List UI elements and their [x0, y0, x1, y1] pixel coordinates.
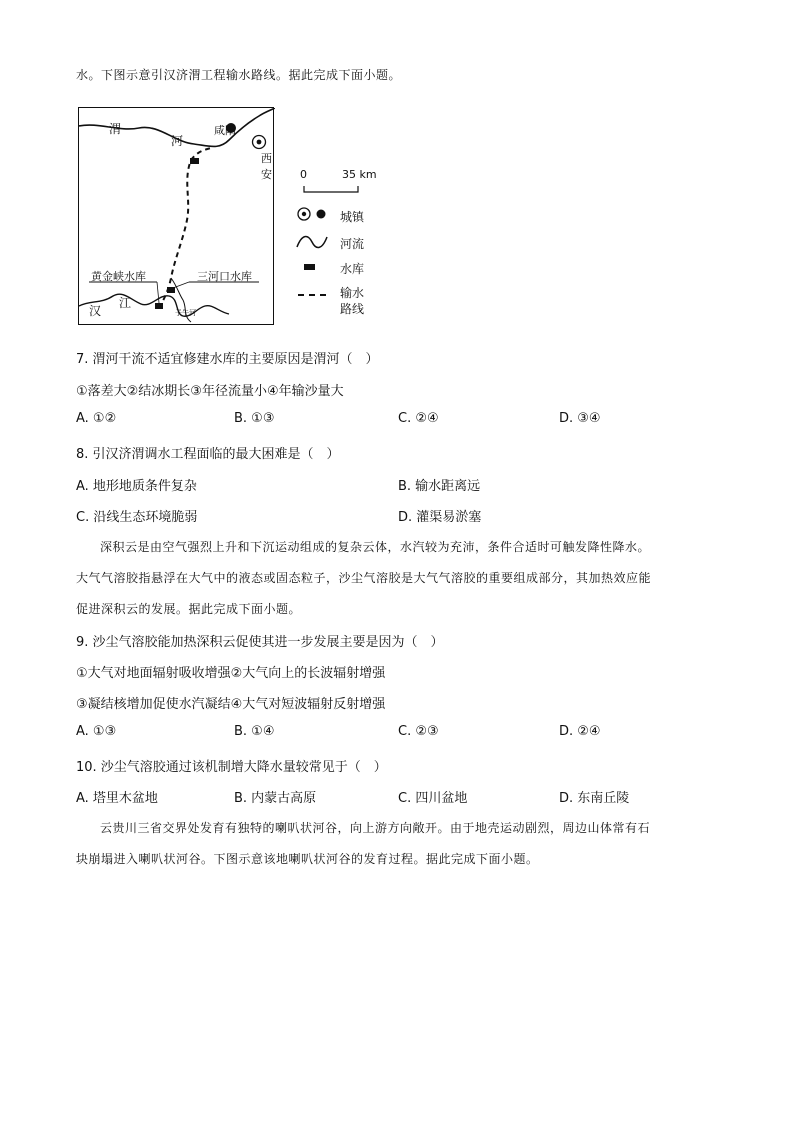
town-symbol-city — [317, 210, 326, 219]
q10-stem: 10. 沙尘气溶胶通过该机制增大降水量较常见于（ ） — [76, 760, 387, 775]
map-label-xianyang: 咸阳 — [214, 124, 236, 137]
q10-option-a[interactable]: A. 塔里木盆地 — [76, 791, 158, 806]
intro3-line-1: 云贵川三省交界处发育有独特的喇叭状河谷，向上游方向敞开。由于地壳运动剧烈，周边山体常有石 — [100, 821, 651, 835]
q9-option-d[interactable]: D. ②④ — [559, 724, 601, 739]
legend-route-label-1: 输水 — [340, 286, 365, 300]
legend-river-label: 河流 — [340, 237, 365, 251]
q7-items: ①落差大②结冰期长③年径流量小④年输沙量大 — [76, 384, 344, 399]
q7-option-d[interactable]: D. ③④ — [559, 411, 601, 426]
intro3-line-2: 块崩塌进入喇叭状河谷。下图示意该地喇叭状河谷的发育过程。据此完成下面小题。 — [76, 852, 539, 866]
q9-option-a[interactable]: A. ①③ — [76, 724, 117, 739]
intro2-line-3: 促进深积云的发展。据此完成下面小题。 — [76, 602, 302, 616]
q8-option-c[interactable]: C. 沿线生态环境脆弱 — [76, 510, 198, 525]
q8-stem: 8. 引汉济渭调水工程面临的最大困难是（ ） — [76, 447, 340, 462]
map-label-han: 汉 — [89, 304, 102, 318]
q8-option-d[interactable]: D. 灌渠易淤塞 — [398, 510, 482, 525]
q7-option-a[interactable]: A. ①② — [76, 411, 117, 426]
river-symbol — [297, 237, 327, 248]
q9-option-c[interactable]: C. ②③ — [398, 724, 439, 739]
intro-text: 水。下图示意引汉济渭工程输水路线。据此完成下面小题。 — [76, 68, 402, 82]
q9-option-b[interactable]: B. ①④ — [234, 724, 275, 739]
scale-distance: 35 km — [342, 168, 377, 181]
q7-option-c[interactable]: C. ②④ — [398, 411, 439, 426]
q7-stem: 7. 渭河干流不适宜修建水库的主要原因是渭河（ ） — [76, 352, 379, 367]
map-legend — [292, 168, 402, 318]
reservoir-marker-north — [190, 158, 199, 164]
scale-zero: 0 — [300, 168, 307, 181]
map-label-wei: 渭 — [109, 122, 122, 136]
q9-stem: 9. 沙尘气溶胶能加热深积云促使其进一步发展主要是因为（ ） — [76, 635, 444, 650]
map-label-huangjinxia: 黄金峡水库 — [91, 270, 146, 283]
intro2-line-2: 大气气溶胶指悬浮在大气中的液态或固态粒子，沙尘气溶胶是大气气溶胶的重要组成部分，其加热效应能 — [76, 571, 652, 585]
reservoir-symbol — [304, 264, 315, 270]
legend-route-label-2: 路线 — [340, 302, 365, 316]
q8-option-b[interactable]: B. 输水距离远 — [398, 479, 481, 494]
q10-option-d[interactable]: D. 东南丘陵 — [559, 791, 630, 806]
q9-items-2: ③凝结核增加促使水汽凝结④大气对短波辐射反射增强 — [76, 697, 386, 712]
water-route-map — [78, 107, 274, 325]
reservoir-marker-huangjinxia — [155, 303, 163, 309]
legend-town-label: 城镇 — [340, 210, 365, 224]
map-label-jiang: 江 — [119, 296, 132, 310]
q9-items-1: ①大气对地面辐射吸收增强②大气向上的长波辐射增强 — [76, 666, 386, 681]
legend-reservoir-label: 水库 — [340, 262, 365, 276]
q10-option-b[interactable]: B. 内蒙古高原 — [234, 791, 317, 806]
q10-option-c[interactable]: C. 四川盆地 — [398, 791, 468, 806]
map-label-ziwu: 子午河 — [175, 309, 196, 317]
q7-option-b[interactable]: B. ①③ — [234, 411, 275, 426]
q8-option-a[interactable]: A. 地形地质条件复杂 — [76, 479, 197, 494]
intro2-line-1: 深积云是由空气强烈上升和下沉运动组成的复杂云体，水汽较为充沛，条件合适时可触发降性降水。 — [100, 540, 651, 554]
han-river-line — [79, 294, 229, 316]
map-label-xian: 西安 — [261, 152, 272, 181]
water-route-line — [159, 148, 211, 308]
map-label-sanhekou: 三河口水库 — [197, 270, 252, 283]
map-label-he: 河 — [171, 134, 184, 148]
